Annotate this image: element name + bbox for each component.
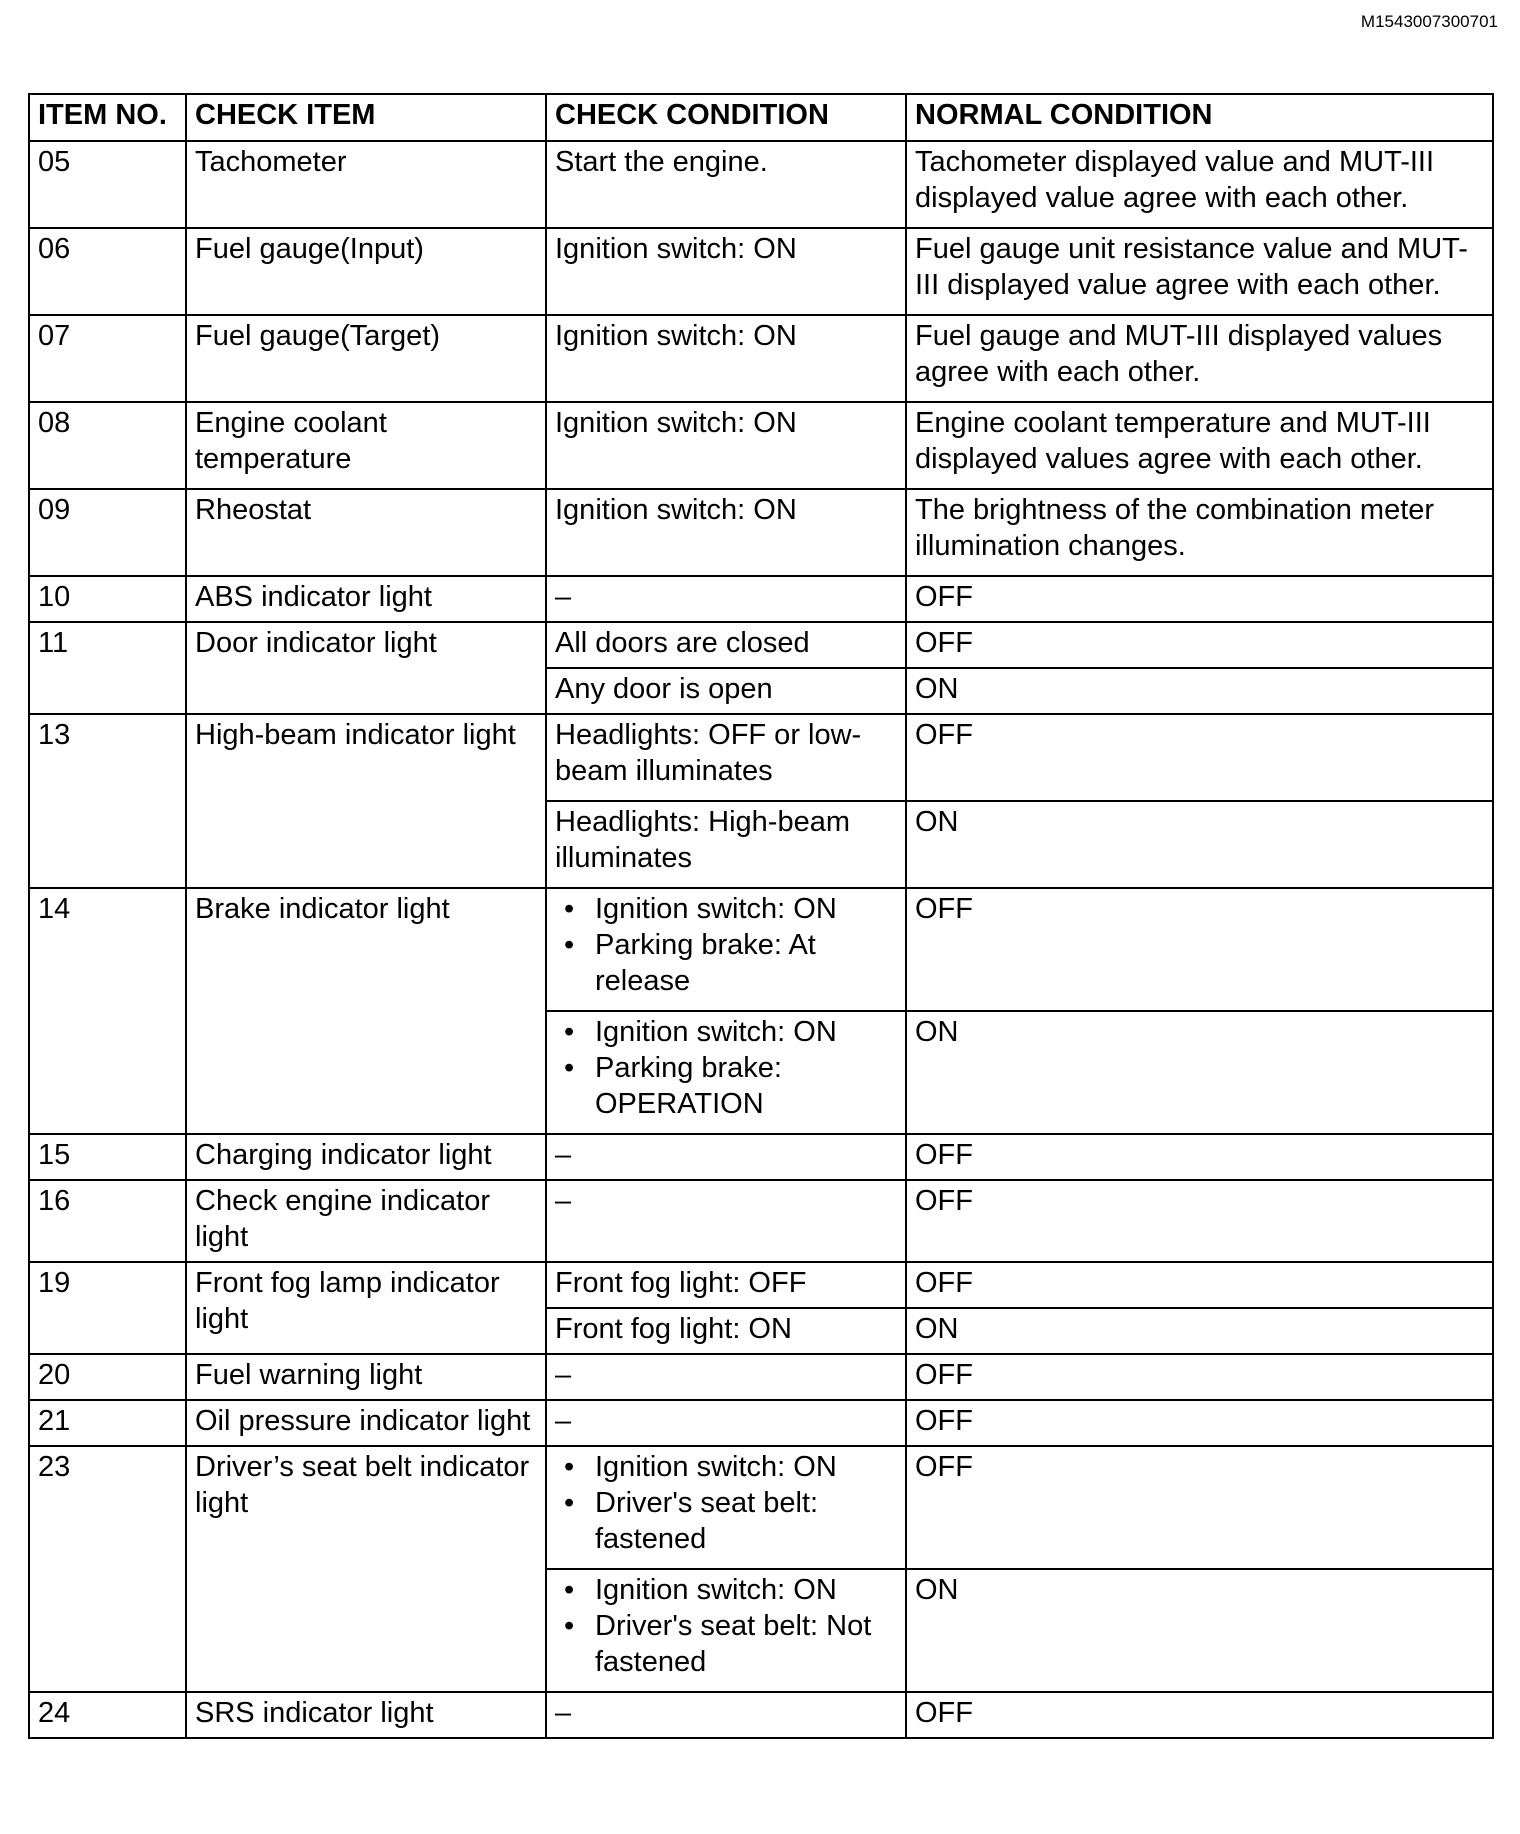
check-condition-cell xyxy=(546,1446,906,1569)
normal-condition-cell: The brightness of the combination meter illumination changes. xyxy=(906,489,1493,576)
check-item-cell: High-beam indicator light xyxy=(186,714,546,888)
check-condition-cell: Headlights: OFF or low-beam illuminates xyxy=(546,714,906,801)
check-condition-cell: Front fog light: ON xyxy=(546,1308,906,1354)
condition-bullet-item: • Parking brake: OPERATION xyxy=(595,1050,897,1122)
normal-condition-cell: Fuel gauge and MUT-III displayed values agree with each other. xyxy=(906,315,1493,402)
check-condition-cell: Ignition switch: ON xyxy=(546,228,906,315)
check-item-cell: Fuel gauge(Target) xyxy=(186,315,546,402)
check-item-cell: Fuel warning light xyxy=(186,1354,546,1400)
table-row xyxy=(29,402,1493,489)
check-item-cell: Oil pressure indicator light xyxy=(186,1400,546,1446)
check-condition-cell: – xyxy=(546,1692,906,1738)
item-number-cell: 09 xyxy=(29,489,186,576)
condition-bullet-list xyxy=(555,1449,897,1557)
condition-bullet-list xyxy=(555,1572,897,1680)
check-item-cell: Driver’s seat belt indicator light xyxy=(186,1446,546,1692)
check-condition-cell: Start the engine. xyxy=(546,141,906,228)
check-condition-cell xyxy=(546,1569,906,1692)
normal-condition-cell: OFF xyxy=(906,622,1493,668)
table-row xyxy=(29,1446,1493,1569)
item-number-cell: 24 xyxy=(29,1692,186,1738)
condition-bullet-item: • Parking brake: At release xyxy=(595,927,897,999)
normal-condition-cell: OFF xyxy=(906,1262,1493,1308)
item-number-cell: 06 xyxy=(29,228,186,315)
table-row xyxy=(29,228,1493,315)
condition-bullet-item: • Driver's seat belt: fastened xyxy=(595,1485,897,1557)
normal-condition-cell: ON xyxy=(906,801,1493,888)
check-condition-cell: Headlights: High-beam illuminates xyxy=(546,801,906,888)
normal-condition-cell: Fuel gauge unit resistance value and MUT-III displayed value agree with each other. xyxy=(906,228,1493,315)
item-number-cell: 13 xyxy=(29,714,186,888)
check-condition-cell xyxy=(546,1011,906,1134)
check-condition-cell: – xyxy=(546,1134,906,1180)
check-condition-cell: – xyxy=(546,1354,906,1400)
item-number-cell: 07 xyxy=(29,315,186,402)
header-check-item: CHECK ITEM xyxy=(186,94,546,141)
check-condition-cell: Ignition switch: ON xyxy=(546,489,906,576)
check-condition-cell xyxy=(546,888,906,1011)
table-row xyxy=(29,315,1493,402)
normal-condition-cell: OFF xyxy=(906,1134,1493,1180)
normal-condition-cell: OFF xyxy=(906,1400,1493,1446)
normal-condition-cell: OFF xyxy=(906,888,1493,1011)
normal-condition-cell: Tachometer displayed value and MUT-III displayed value agree with each other. xyxy=(906,141,1493,228)
item-number-cell: 16 xyxy=(29,1180,186,1262)
normal-condition-cell: ON xyxy=(906,1011,1493,1134)
check-condition-cell: Any door is open xyxy=(546,668,906,714)
check-item-cell: Charging indicator light xyxy=(186,1134,546,1180)
item-number-cell: 08 xyxy=(29,402,186,489)
check-condition-cell: All doors are closed xyxy=(546,622,906,668)
condition-bullet-item: • Ignition switch: ON xyxy=(595,1449,897,1485)
check-item-cell: Fuel gauge(Input) xyxy=(186,228,546,315)
condition-bullet-list xyxy=(555,891,897,999)
table-row xyxy=(29,1354,1493,1400)
condition-bullet-item: • Driver's seat belt: Not fastened xyxy=(595,1608,897,1680)
check-item-cell: Tachometer xyxy=(186,141,546,228)
check-condition-cell: Ignition switch: ON xyxy=(546,402,906,489)
item-number-cell: 15 xyxy=(29,1134,186,1180)
item-number-cell: 11 xyxy=(29,622,186,714)
normal-condition-cell: ON xyxy=(906,668,1493,714)
item-number-cell: 14 xyxy=(29,888,186,1134)
item-number-cell: 20 xyxy=(29,1354,186,1400)
table-row xyxy=(29,622,1493,668)
header-item-no: ITEM NO. xyxy=(29,94,186,141)
table-row xyxy=(29,576,1493,622)
table-row xyxy=(29,1180,1493,1262)
check-condition-cell: Ignition switch: ON xyxy=(546,315,906,402)
check-item-cell: SRS indicator light xyxy=(186,1692,546,1738)
normal-condition-cell: OFF xyxy=(906,1354,1493,1400)
item-number-cell: 05 xyxy=(29,141,186,228)
check-condition-cell: – xyxy=(546,576,906,622)
condition-bullet-item: • Ignition switch: ON xyxy=(595,1572,897,1608)
normal-condition-cell: ON xyxy=(906,1569,1493,1692)
table-row xyxy=(29,1262,1493,1308)
check-item-cell: Brake indicator light xyxy=(186,888,546,1134)
table-row xyxy=(29,1134,1493,1180)
normal-condition-cell: OFF xyxy=(906,1692,1493,1738)
check-item-cell: Check engine indicator light xyxy=(186,1180,546,1262)
table-row xyxy=(29,888,1493,1011)
item-number-cell: 23 xyxy=(29,1446,186,1692)
condition-bullet-item: • Ignition switch: ON xyxy=(595,1014,897,1050)
normal-condition-cell: Engine coolant temperature and MUT-III displayed values agree with each other. xyxy=(906,402,1493,489)
normal-condition-cell: OFF xyxy=(906,1180,1493,1262)
header-normal-condition: NORMAL CONDITION xyxy=(906,94,1493,141)
table-row xyxy=(29,1692,1493,1738)
item-number-cell: 21 xyxy=(29,1400,186,1446)
table-row xyxy=(29,1400,1493,1446)
table-body xyxy=(29,141,1493,1738)
normal-condition-cell: ON xyxy=(906,1308,1493,1354)
condition-bullet-item: • Ignition switch: ON xyxy=(595,891,897,927)
check-item-cell: Front fog lamp indicator light xyxy=(186,1262,546,1354)
table-row xyxy=(29,489,1493,576)
item-number-cell: 19 xyxy=(29,1262,186,1354)
table-row xyxy=(29,141,1493,228)
header-row xyxy=(29,94,1493,141)
check-condition-cell: – xyxy=(546,1180,906,1262)
normal-condition-cell: OFF xyxy=(906,714,1493,801)
check-item-cell: Door indicator light xyxy=(186,622,546,714)
table-row xyxy=(29,714,1493,801)
document-id: M1543007300701 xyxy=(1360,12,1498,31)
check-condition-cell: – xyxy=(546,1400,906,1446)
header-check-condition: CHECK CONDITION xyxy=(546,94,906,141)
check-item-cell: Engine coolant temperature xyxy=(186,402,546,489)
check-condition-cell: Front fog light: OFF xyxy=(546,1262,906,1308)
check-item-cell: ABS indicator light xyxy=(186,576,546,622)
condition-bullet-list xyxy=(555,1014,897,1122)
normal-condition-cell: OFF xyxy=(906,1446,1493,1569)
check-table xyxy=(28,93,1494,1739)
normal-condition-cell: OFF xyxy=(906,576,1493,622)
item-number-cell: 10 xyxy=(29,576,186,622)
check-item-cell: Rheostat xyxy=(186,489,546,576)
